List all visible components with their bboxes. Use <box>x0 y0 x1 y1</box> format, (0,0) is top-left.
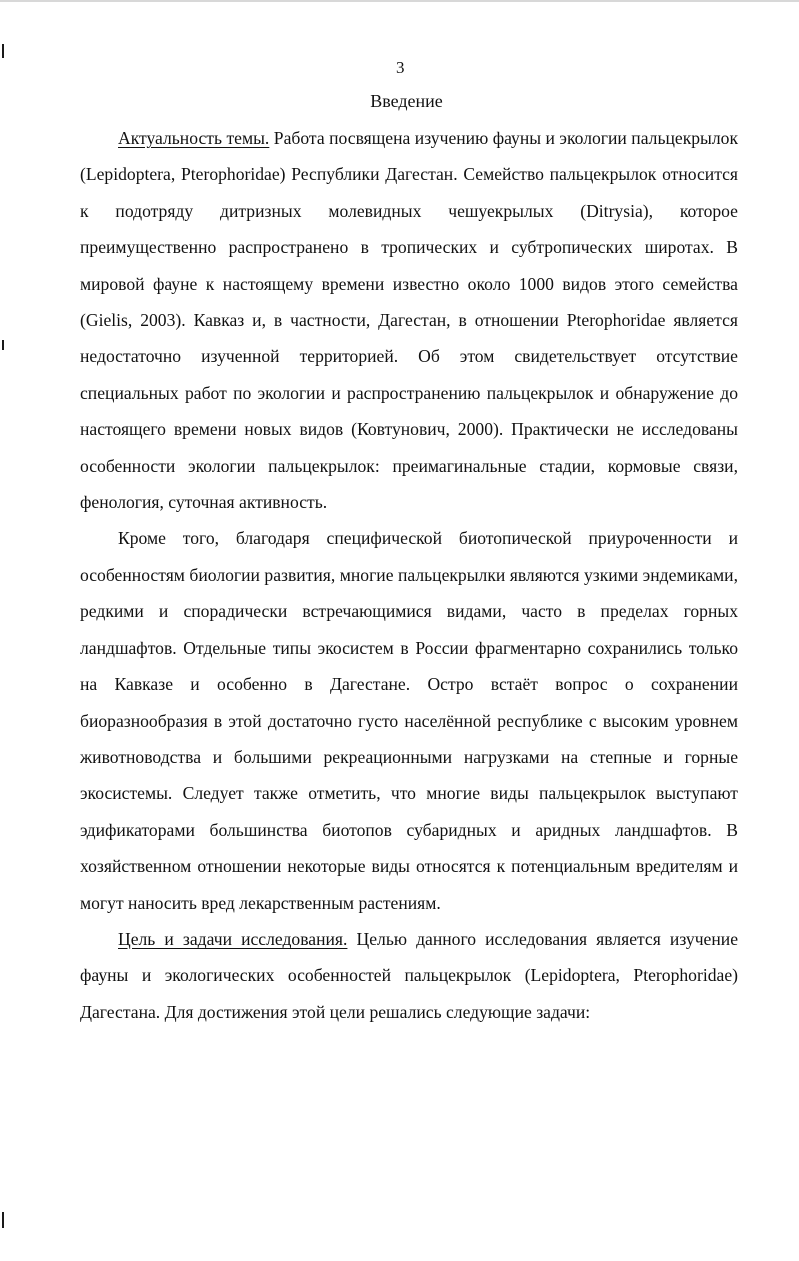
paragraph-goals <box>80 921 738 1030</box>
paragraph-biotope <box>80 520 738 920</box>
paragraph-text-relevance: Работа посвящена изучению фауны и экологии пальцекрылок (Lepidoptera, Pterophoridae) Республики Дагестан. Семейство пальцекрылок относится к подотряду дитризных молевидных чешуекрылых (Ditrysia), которое преимущественно распространено в тропических и субтропических широтах. В мировой фауне к настоящему времени известно около 1000 видов этого семейства (Gielis, 2003). Кавказ и, в частности, Дагестан, в отношении Pterophoridae является недостаточно изученной территорией. Об этом свидетельствует отсутствие специальных работ по экологии и распространению пальцекрылок и обнаружение до настоящего времени новых видов (Ковтунович, 2000). Практически не исследованы особенности экологии пальцекрылок: преимагинальные стадии, кормовые связи, фенология, суточная активность. <box>80 128 739 513</box>
body-text <box>80 120 738 1030</box>
paragraph-lead-relevance: Актуальность темы. <box>118 128 270 148</box>
paragraph-text-biotope: Кроме того, благодаря специфической биотопической приуроченности и особенностям биологии развития, многие пальцекрылки являются узкими эндемиками, редкими и спорадически встречающимися видами, часто в пределах горных ландшафтов. Отдельные типы экосистем в России фрагментарно сохранились только на Кавказе и особенно в Дагестане. Остро встаёт вопрос о сохранении биоразнообразия в этой достаточно густо населённой республике с высоким уровнем животноводства и большими рекреационными нагрузками на степные и горные экосистемы. Следует также отметить, что многие виды пальцекрылок выступают эдификаторами большинства биотопов субаридных и аридных ландшафтов. В хозяйственном отношении некоторые виды относятся к потенциальным вредителям и могут наносить вред лекарственным растениям. <box>80 528 738 913</box>
page-number: 3 <box>396 58 405 77</box>
section-heading <box>0 90 799 112</box>
paragraph-lead-goals: Цель и задачи исследования. <box>118 928 348 949</box>
scan-margin-mark <box>2 1212 4 1228</box>
section-heading-text: Введение <box>370 91 443 111</box>
top-edge-rule <box>0 0 799 2</box>
paragraph-relevance <box>80 120 738 520</box>
scan-margin-mark <box>2 340 4 350</box>
paragraph-text-goals: Целью данного исследования является изучение фауны и экологических особенностей пальцекрылок (Lepidoptera, Pterophoridae) Дагестана. Для достижения этой цели решались следующие задачи: <box>80 928 739 1022</box>
scan-margin-mark <box>2 44 4 58</box>
